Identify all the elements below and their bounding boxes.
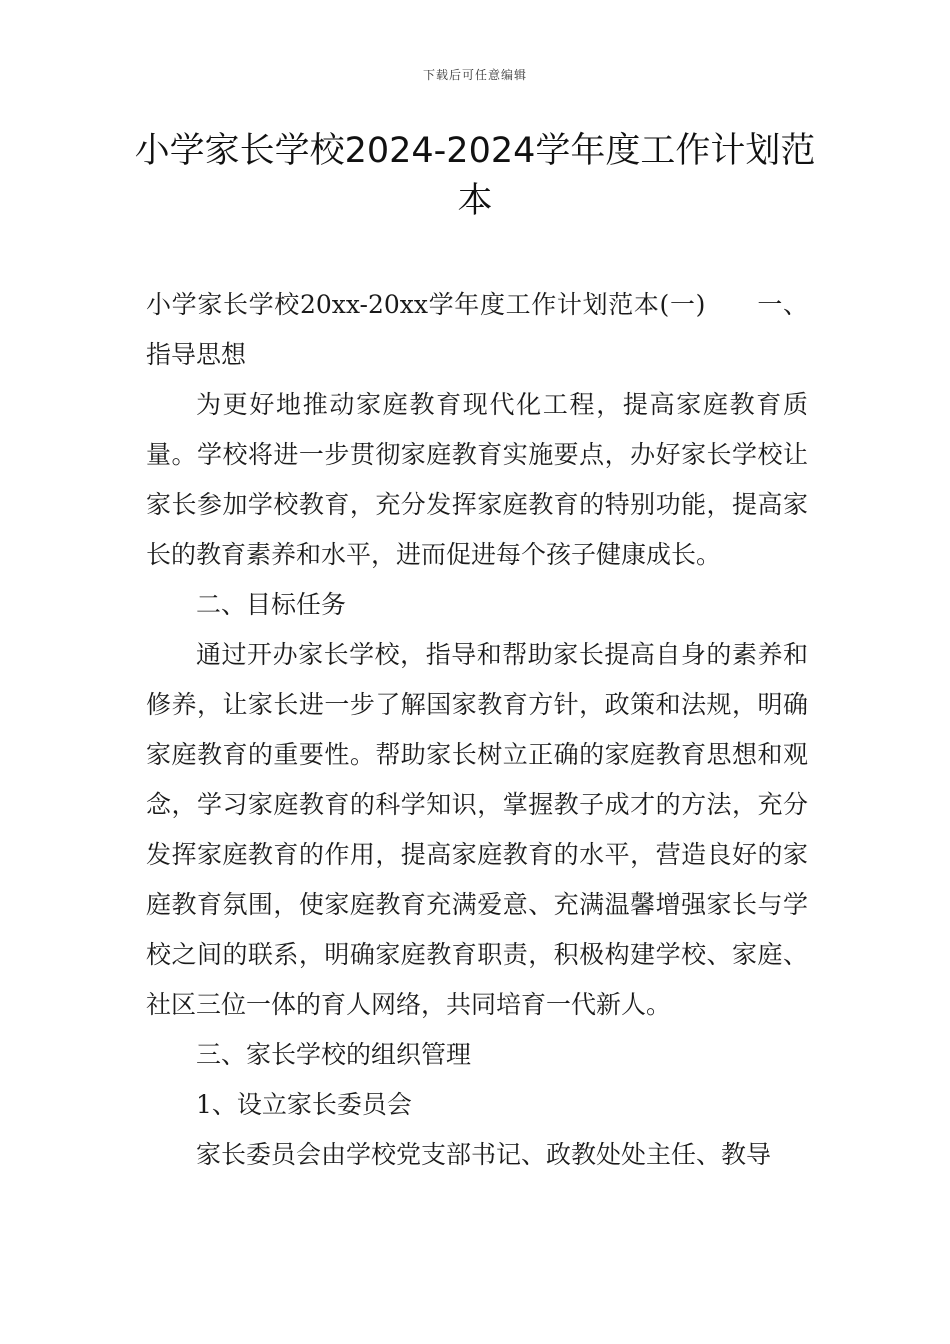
document-body — [146, 280, 808, 1180]
paragraph-committee: 家长委员会由学校党支部书记、政教处处主任、教导 — [196, 1140, 772, 1169]
header-note: 下载后可任意编辑 — [422, 68, 527, 82]
paragraph-intro: 小学家长学校20xx-20xx学年度工作计划范本(一) 一、指导思想 — [146, 290, 808, 369]
document-title: 小学家长学校2024-2024学年度工作计划范本 — [134, 131, 816, 221]
section-heading-organization: 三、家长学校的组织管理 — [196, 1040, 472, 1069]
subsection-heading-committee: 1、设立家长委员会 — [196, 1090, 412, 1119]
section-heading-goals: 二、目标任务 — [196, 590, 347, 619]
paragraph-goals: 通过开办家长学校，指导和帮助家长提高自身的素养和修养，让家长进一步了解国家教育方针，政策和法规，明确家庭教育的重要性。帮助家长树立正确的家庭教育思想和观念，学习家庭教育的科学知识，掌握教子成才的方法，充分发挥家庭教育的作用，提高家庭教育的水平，营造良好的家庭教育氛围，使家庭教育充满爱意、充满温馨增强家长与学校之间的联系，明确家庭教育职责，积极构建学校、家庭、社区三位一体的育人网络，共同培育一代新人。 — [146, 640, 808, 1019]
paragraph-guiding-thought: 为更好地推动家庭教育现代化工程，提高家庭教育质量。学校将进一步贯彻家庭教育实施要点，办好家长学校让家长参加学校教育，充分发挥家庭教育的特别功能，提高家长的教育素养和水平，进而促进每个孩子健康成长。 — [146, 390, 808, 569]
